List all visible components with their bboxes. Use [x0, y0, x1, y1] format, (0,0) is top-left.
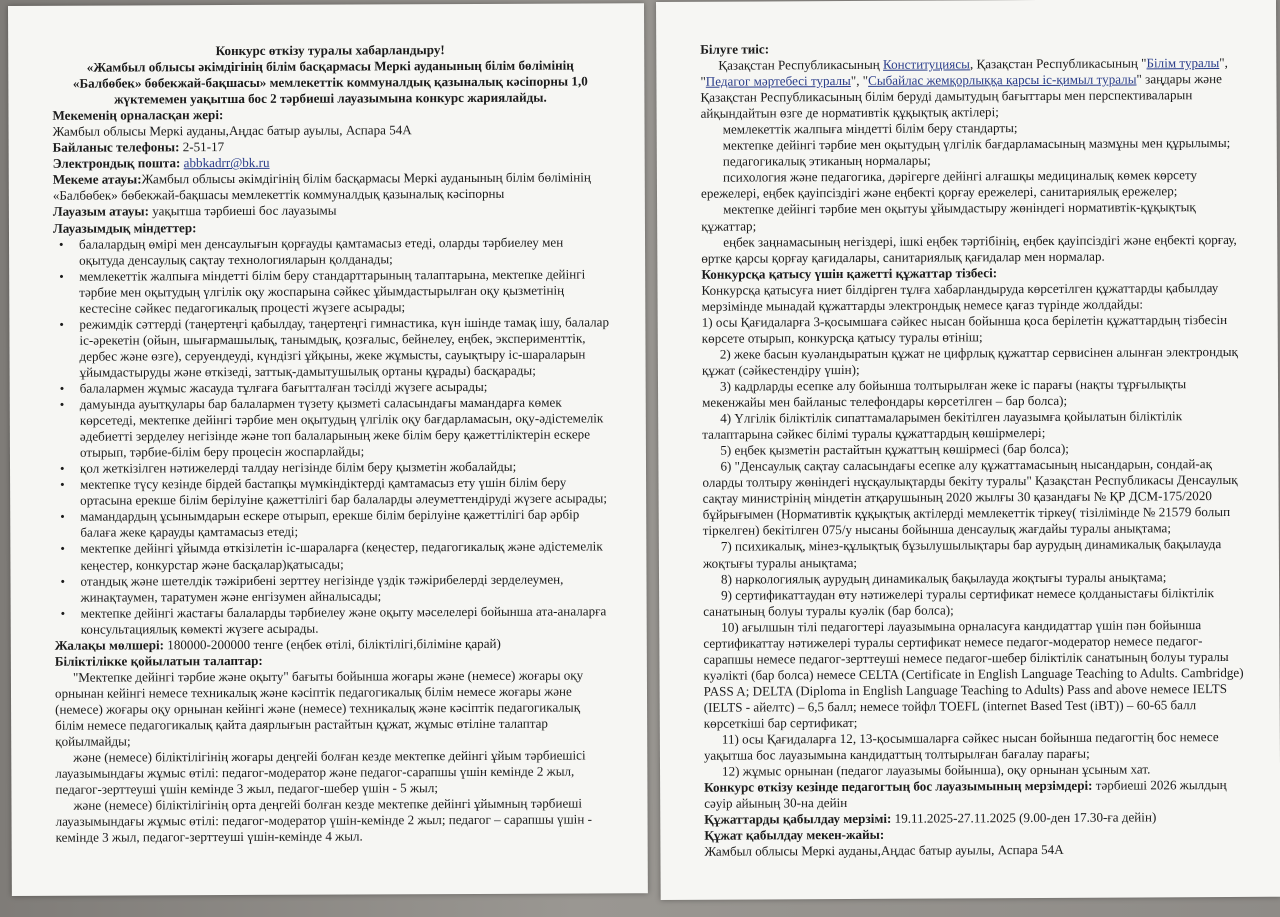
knowledge-item: мектепке дейінгі тәрбие мен оқытудың үлгілік бағдарламасының мазмұны мен құрылымы; — [722, 135, 1231, 153]
knowledge-intro-text: Қазақстан Республикасының — [718, 56, 884, 73]
email-label: Электрондық пошта: — [52, 155, 181, 172]
term-label: Конкурс өткізу кезінде педагогтың бос лауазымының мерзімдері: — [704, 777, 1093, 795]
email-link[interactable]: abbkadrr@bk.ru — [183, 155, 270, 171]
org-line — [53, 170, 609, 205]
document-item: 2) жеке басын куәландыратын құжат не цифрлық құжаттар сервисінен алынған электрондық құжат (сәйкестендіру үшін); — [701, 343, 1238, 378]
list-item: • мектепке дейінгі жастағы балаларды тәрбиелеу және оқыту мәселелері бойынша ата-аналарға консультациялық көмекті жүзеге асырады. — [55, 603, 611, 638]
document-item: 11) осы Қағидаларға 12, 13-қосымшаларға сәйкес нысан бойынша педагогтің бос немесе уақытша бос лауазымына кандидаттың толтырылған бағалау парағы; — [703, 729, 1219, 763]
address-label: Құжат қабылдау мекен-жайы: — [704, 827, 885, 844]
list-item: • мамандардың ұсынымдарын ескере отырып, ерекше білім берілуіне қажеттілігі бар әрбір балаға жеке қарауды қамтамасыз етеді; — [54, 507, 610, 542]
salary-label: Жалақы мөлшері: — [54, 637, 165, 653]
position-value: уақытша тәрбиеші бос лауазымы — [148, 203, 337, 219]
announcement-title-line-2: «Жамбыл облысы әкімдігінің білім басқармасы Меркі ауданының білім бөлімінің — [86, 57, 574, 75]
list-item: • қол жеткізілген нәтижелерді талдау негізінде білім беру қызметін жобалайды; — [54, 459, 610, 477]
left-page — [8, 3, 648, 896]
phone-value: 2-51-17 — [179, 139, 225, 155]
document-item: 1) осы Қағидаларға 3-қосымшаға сәйкес нысан бойынша қоса берілетін құжаттардың тізбесін көрсете отырып, конкурсқа қатысу туралы өтініш; — [701, 311, 1228, 346]
right-page-content — [700, 39, 1252, 860]
position-label: Лауазым атауы: — [52, 203, 149, 220]
link-education-law[interactable]: Білім туралы — [1146, 55, 1220, 71]
list-item: • мемлекеттік жалпыға міндетті білім беру стандарттарының талаптарына, мектепке дейінгі тәрбие мен оқытудың үлгілік оқу жоспарына сәйкес ұйымдастырылған оқу қызметінің кестесіне сәйкес педагогикалық процесті жүзеге асырады; — [53, 266, 609, 317]
knowledge-intro-text: ", " — [700, 55, 1228, 89]
list-item: • балалардың өмірі мен денсаулығын қорғауды қамтамасыз етеді, оларды тәрбиелеу мен оқытуда денсаулық сақтау технологияларын қолданады; — [53, 234, 609, 269]
list-item: • мектепке дейінгі ұйымда өткізілетін іс-шараларға (кеңестер, педагогикалық және әдістемелік кеңестер, конкурстар және басқалар)қатысады; — [54, 539, 610, 574]
term-line — [704, 777, 1252, 812]
announcement-title-line-4: жүктемемен уақытша бос 2 тәрбиеші лауазымына конкурс жариялайды. — [114, 89, 547, 107]
org-label: Мекеме атауы: — [52, 171, 142, 188]
term-value: тәрбиеші 2026 жылдың сәуір айының 30-на дейін — [704, 777, 1227, 811]
announcement-title: Конкурс өткізу туралы хабарландыру! — [215, 42, 445, 59]
knowledge-intro — [700, 55, 1248, 122]
list-item: • режимдік сәттерді (таңертеңгі қабылдау, таңертеңгі гимнастика, күн ішінде тамақ ішу, балалар іс-әрекетін (ойын, шығармашылық, танымдық, қозғалыс, бейнелеу, еңбек, эксперименттік, дербес және өзге), серуендеуді, күндізгі ұйқыны, жеке жұмысты, сауықтыру іс-шараларын ұйымдастыруды және өткізеді, заттық-дамытушылық ортаны құрады) басқарады; — [53, 314, 609, 381]
knowledge-item: психология және педагогика, дәрігерге дейінгі алғашқы медициналық көмек көрсету ережелері, еңбек қауіпсіздігі және еңбекті қорғау ережелері, санитариялық ережелер; — [700, 167, 1198, 202]
org-value: Жамбыл облысы әкімдігінің білім басқармасы Меркі ауданының білім бөлімінің «Балбөбек» бөбекжай-бақшасы мемлекеттік коммуналдық қазыналық кәсіпорны — [52, 169, 591, 204]
document-item: 7) психикалық, мінез-құлықтық бұзылушылықтары бар аурудың динамикалық бақылауда жоқтығы туралы анықтама; — [702, 536, 1222, 571]
duties-list — [53, 234, 611, 638]
list-item: • дамуында ауытқулары бар балалармен түзету қызметі саласындағы мамандарға көмек көрсетеді, мектепке дейінгі тәрбие мен оқытудың үлгілік оқу бағдарламасын, оқу-әдістемелік әдебиетті зерделеу негізінде және топ балаларының жеке білім беру қажеттіліктерін ескере отырып, тәрбие-білім беру процесін жоспарлайды; — [54, 394, 610, 461]
knowledge-item: педагогикалық этиканың нормалары; — [722, 152, 931, 169]
document-item: 3) кадрларды есепке алу бойынша толтырылған жеке іс парағы (нақты тұрғылықты мекенжайы мен байланыс телефондары көрсетілген – бар болса); — [702, 376, 1187, 410]
link-anticorruption-law[interactable]: Сыбайлас жемқорлыққа қарсы іс-қимыл туралы — [868, 71, 1137, 88]
announcement-title-line-3: «Балбөбек» бөбекжай-бақшасы» мемлекеттік коммуналдық қазыналық кәсіпорны 1,0 — [72, 73, 588, 91]
document-item: 12) жұмыс орнынан (педагог лауазымы бойынша), оқу орнынан ұсыным хат. — [721, 761, 1151, 779]
knowledge-intro-text: , Қазақстан Республикасының " — [969, 55, 1147, 72]
knowledge-item: еңбек заңнамасының негіздері, ішкі еңбек тәртібінің, еңбек қауіпсіздігі және еңбекті қорғау, өртке қарсы қорғау қағидалары, санитариялық қағидалар мен нормалар. — [701, 231, 1237, 266]
document-item: 6) "Денсаулық сақтау саласындағы есепке алу құжаттамасының нысандарын, сондай-ақ оларды толтыру жөніндегі нұсқаулықтарды бекіту туралы" Қазақстан Республикасы Денсаулық сақтау министрінің міндетін атқарушының 2020 жылғы 30 қазандағы № ҚР ДСМ-175/2020 бұйрығымен (Нормативтік құқықтық актілерді мемлекеттік тіркеу( тізілімінде № 21579 болып тіркелген) бекітілген 075/у нысаны бойынша денсаулық жағдайы туралы анықтама; — [702, 456, 1238, 539]
deadline-label: Құжаттарды қабылдау мерзімі: — [704, 811, 892, 828]
document-item: 5) еңбек қызметін растайтын құжаттың көшірмесі (бар болса); — [720, 441, 1069, 458]
link-teacher-status-law[interactable]: Педагог мәртебесі туралы — [705, 73, 851, 89]
knowledge-intro-text: ", " — [850, 72, 869, 89]
link-constitution[interactable]: Конституциясы — [882, 56, 970, 72]
location-value: Жамбыл облысы Меркі ауданы,Аңдас батыр ауылы, Аспара 54А — [52, 122, 412, 140]
document-item: 4) Үлгілік біліктілік сипаттамаларымен бекітілген лауазымға қойылатын біліктілік талаптарына сәйкес білімі туралы құжаттардың көшірмелері; — [702, 408, 1183, 442]
list-item: • балалармен жұмыс жасауда тұлғаға бағытталған тәсілді жүзеге асырады; — [54, 378, 610, 396]
documents-intro: Конкурсқа қатысуға ниет білдірген тұлға хабарландыруда көрсетілген құжаттарды қабылдау мерзімінде мынадай құжаттарды электрондық немесе қағаз түрінде жолдайды: — [701, 279, 1219, 314]
knowledge-label: Білуге тиіс: — [700, 41, 770, 57]
documents-label: Конкурсқа қатысу үшін қажетті құжаттар тізбесі: — [701, 264, 998, 282]
left-page-content — [52, 41, 611, 846]
right-page — [656, 0, 1280, 900]
requirements-paragraph: "Мектепке дейінгі тәрбие және оқыту" бағыты бойынша жоғары және (немесе) жоғары оқу орнынан кейінгі немесе техникалық және кәсіптік педагогикалық білім немесе жоғары және (немесе) жоғары оқу орнынан кейінгі және (немесе) техникалық және кәсіптік педагогикалық білім немесе педагогикалық қайта даярлығын растайтын құжат, жұмыс өтіліне талаптар қойылмайды; — [54, 667, 584, 749]
list-item: • отандық және шетелдік тәжірибені зерттеу негізінде үздік тәжірибелерді зерделеумен, жинақтаумен, таратумен және енгізумен айналысады; — [54, 571, 610, 606]
knowledge-item: мемлекеттік жалпыға міндетті білім беру стандарты; — [722, 120, 1018, 137]
requirements-paragraph: және (немесе) біліктілігінің орта деңгейі болған кезде мектепке дейінгі ұйымның тәрбиеші лауазымындағы жұмыс өтілі: педагог-модератор үшін-кемінде 2 жыл; педагог – сарапшы үшін - кемінде 3 жыл, педагог-зерттеуші үшін-кемінде 4 жыл. — [55, 795, 592, 846]
document-item: 9) сертификаттаудан өту нәтижелері туралы сертификат немесе қолданыстағы біліктілік санатының болуы туралы куәлік (бар болса); — [703, 584, 1215, 619]
requirements-paragraph: және (немесе) біліктілігінің жоғары деңгейі болған кезде мектепке дейінгі ұйым тәрбиешісі лауазымындағы жұмыс өтілі: педагог-модератор және педагог-сарапшы үшін кемінде 2 жыл, педагог-зерттеуші үшін кемінде 3 жыл, педагог-шебер үшін - 5 жыл; — [55, 747, 586, 797]
salary-value: 180000-200000 тенге (еңбек өтілі, біліктілігі,біліміне қарай) — [163, 635, 501, 653]
requirements-label: Біліктілікке қойылатын талаптар: — [54, 652, 263, 669]
duties-label: Лауазымдық міндеттер: — [52, 219, 197, 236]
address-value: Жамбыл облысы Меркі ауданы,Аңдас батыр ауылы, Аспара 54А — [704, 842, 1064, 860]
knowledge-item: мектепке дейінгі тәрбие мен оқытуы ұйымдастыру жөніндегі нормативтік-құқықтық құжаттар; — [701, 199, 1196, 234]
knowledge-intro-text: " заңдары және Қазақстан Республикасының білім беруді дамытудың бағыттары мен перспективаларын айқындайтын өзге де нормативтік құқықтық актілері; — [700, 71, 1222, 121]
document-item: 10) ағылшын тілі педагогтері лауазымына орналасуға кандидаттар үшін пән бойынша сертификаттау нәтижелері туралы сертификат немесе педагог-модератор немесе педагог-сарапшы немесе педагог-зерттеуші немесе педагог-шебер біліктілік санатының болуы туралы куәлікті (бар болса) немесе CELTA (Certificate in English Language Teaching to Adults. Cambridge) PASS A; DELTA (Diploma in English Language Teaching to Adults) Pass and above немесе IELTS (IELTS - айелтс) – 6,5 балл; немесе тойфл TOEFL (internet Based Test (iBT)) – 60-65 балл көрсеткіші бар сертификат; — [703, 616, 1244, 731]
location-label: Мекеменің орналасқан жері: — [52, 107, 224, 123]
list-item: • мектепке түсу кезінде бірдей бастапқы мүмкіндіктерді қамтамасыз ету үшін білім беру ортасына ерекше білім берілуіне қажеттілігі бар балаларды әлеуметтендіруді жүзеге асырады; — [54, 475, 610, 510]
document-item: 8) наркологиялық аурудың динамикалық бақылауда жоқтығы туралы анықтама; — [720, 568, 1167, 587]
deadline-value: 19.11.2025-27.11.2025 (9.00-ден 17.30-ға дейін) — [891, 809, 1157, 827]
phone-label: Байланыс телефоны: — [52, 139, 180, 156]
